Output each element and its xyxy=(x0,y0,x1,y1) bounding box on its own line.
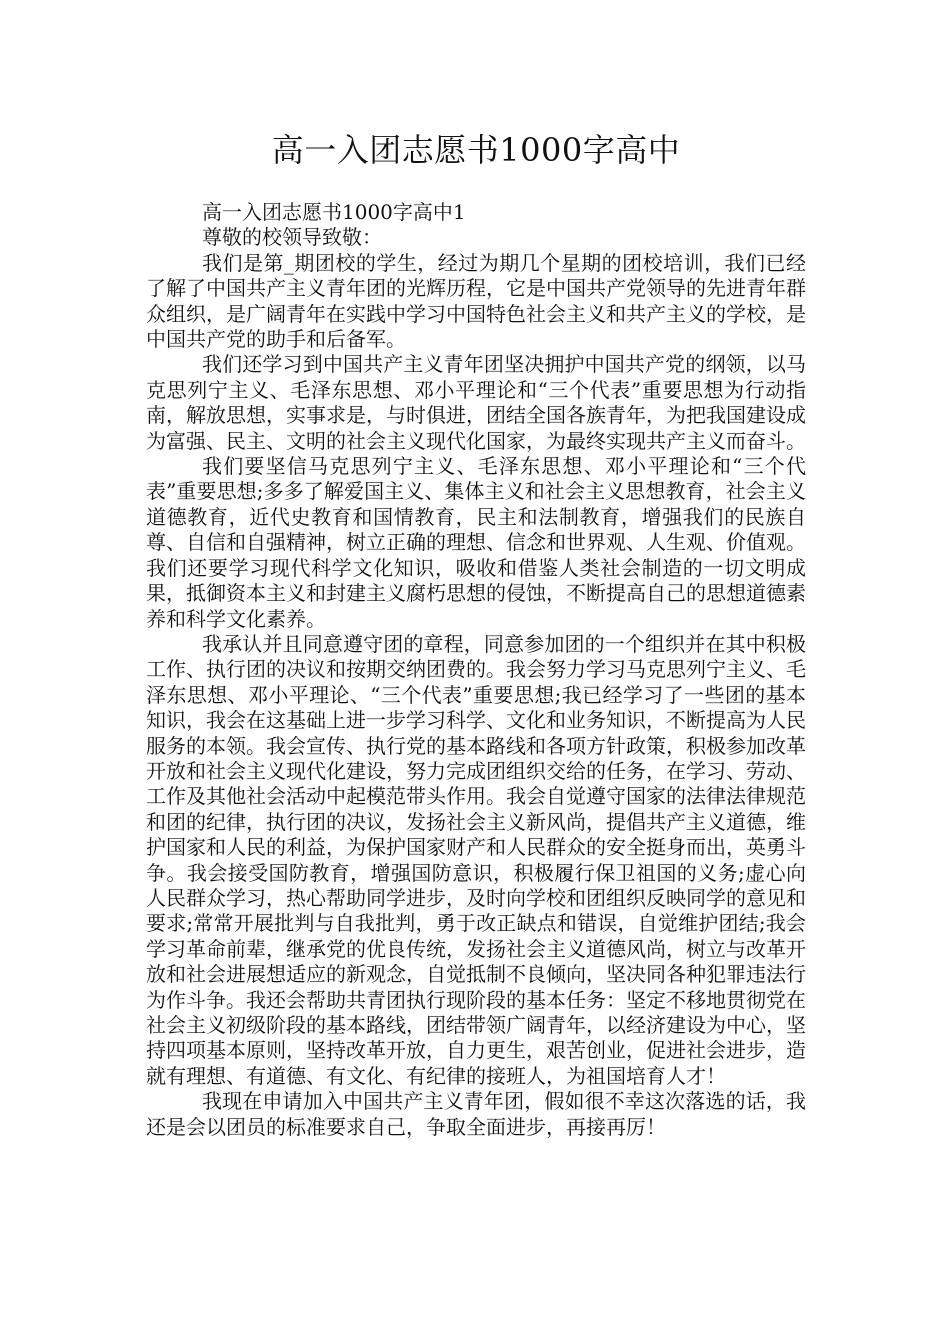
paragraph: 我们是第_期团校的学生，经过为期几个星期的团校培训，我们已经了解了中国共产主义青年团的光辉历程，它是中国共产党领导的先进青年群众组织，是广阔青年在实践中学习中国特色社会主义和共产主义的学校，是中国共产党的助手和后备军。 xyxy=(146,250,806,352)
document-body xyxy=(146,200,806,1140)
salutation: 尊敬的校领导致敬： xyxy=(202,225,382,250)
paragraph: 我们要坚信马克思列宁主义、毛泽东思想、邓小平理论和“三个代表”重要思想;多多了解爱国主义、集体主义和社会主义思想教育，社会主义道德教育，近代史教育和国情教育，民主和法制教育，增强我们的民族自尊、自信和自强精神，树立正确的理想、信念和世界观、人生观、价值观。我们还要学习现代科学文化知识，吸收和借鉴人类社会制造的一切文明成果，抵御资本主义和封建主义腐朽思想的侵蚀，不断提高自己的思想道德素养和科学文化素养。 xyxy=(146,454,806,631)
paragraph: 我现在申请加入中国共产主义青年团，假如很不幸这次落选的话，我还是会以团员的标准要求自己，争取全面进步，再接再厉！ xyxy=(146,1089,806,1139)
document-title: 高一入团志愿书1000字高中 xyxy=(271,131,681,169)
paragraph: 我们还学习到中国共产主义青年团坚决拥护中国共产党的纲领，以马克思列宁主义、毛泽东思想、邓小平理论和“三个代表”重要思想为行动指南，解放思想，实事求是，与时俱进，团结全国各族青年，为把我国建设成为富强、民主、文明的社会主义现代化国家，为最终实现共产主义而奋斗。 xyxy=(146,352,806,453)
paragraph: 我承认并且同意遵守团的章程，同意参加团的一个组织并在其中积极工作、执行团的决议和按期交纳团费的。我会努力学习马克思列宁主义、毛泽东思想、邓小平理论、“三个代表”重要思想;我已经学习了一些团的基本知识，我会在这基础上进一步学习科学、文化和业务知识，不断提高为人民服务的本领。我会宣传、执行党的基本路线和各项方针政策，积极参加改革开放和社会主义现代化建设，努力完成团组织交给的任务，在学习、劳动、工作及其他社会活动中起模范带头作用。我会自觉遵守国家的法律法律规范和团的纪律，执行团的决议，发扬社会主义新风尚，提倡共产主义道德，维护国家和人民的利益，为保护国家财产和人民群众的安全挺身而出，英勇斗争。我会接受国防教育，增强国防意识，积极履行保卫祖国的义务;虚心向人民群众学习，热心帮助同学进步，及时向学校和团组织反映同学的意见和要求;常常开展批判与自我批判，勇于改正缺点和错误，自觉维护团结;我会学习革命前辈，继承党的优良传统，发扬社会主义道德风尚，树立与改革开放和社会进展想适应的新观念，自觉抵制不良倾向，坚决同各种犯罪违法行为作斗争。我还会帮助共青团执行现阶段的基本任务：坚定不移地贯彻党在社会主义初级阶段的基本路线，团结带领广阔青年，以经济建设为中心，坚持四项基本原则，坚持改革开放，自力更生，艰苦创业，促进社会进步，造就有理想、有道德、有文化、有纪律的接班人，为祖国培育人才！ xyxy=(146,631,806,1088)
document-subtitle: 高一入团志愿书1000字高中1 xyxy=(202,200,466,224)
